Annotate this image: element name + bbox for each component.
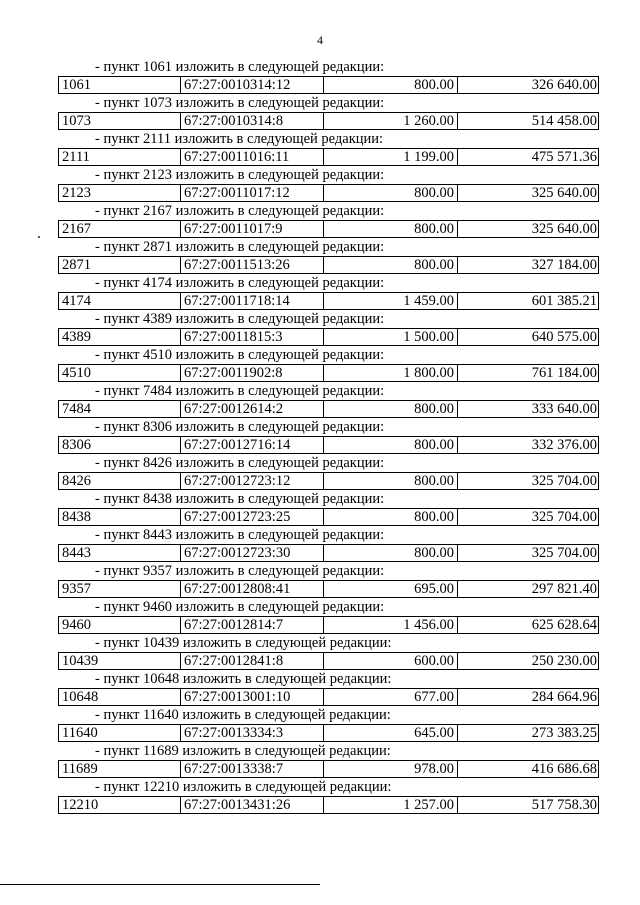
amendment-entry bbox=[58, 418, 599, 454]
amendment-instruction: - пункт 1073 изложить в следующей редакции: bbox=[95, 95, 385, 111]
table-row bbox=[58, 292, 599, 310]
amendments-list bbox=[58, 58, 599, 814]
area-cell: 1 199.00 bbox=[323, 149, 457, 165]
cadastral-number-cell: 67:27:0011718:14 bbox=[180, 293, 323, 309]
area-cell: 978.00 bbox=[323, 761, 457, 777]
cadastral-value-cell: 333 640.00 bbox=[457, 401, 600, 417]
table-row bbox=[58, 364, 599, 382]
amendment-instruction: - пункт 8443 изложить в следующей редакции: bbox=[95, 527, 385, 543]
cadastral-number-cell: 67:27:0013431:26 bbox=[180, 797, 323, 813]
table-row bbox=[58, 328, 599, 346]
area-cell: 800.00 bbox=[323, 401, 457, 417]
cadastral-value-cell: 326 640.00 bbox=[457, 77, 600, 93]
amendment-instruction: - пункт 2167 изложить в следующей редакции: bbox=[95, 203, 385, 219]
area-cell: 800.00 bbox=[323, 473, 457, 489]
item-number-cell: 2123 bbox=[62, 185, 91, 201]
item-number-cell: 4174 bbox=[62, 293, 91, 309]
cadastral-value-cell: 761 184.00 bbox=[457, 365, 600, 381]
amendment-entry bbox=[58, 238, 599, 274]
amendment-instruction: - пункт 11640 изложить в следующей редакции: bbox=[95, 707, 391, 723]
item-number-cell: 1073 bbox=[62, 113, 91, 129]
table-row bbox=[58, 652, 599, 670]
amendment-entry bbox=[58, 454, 599, 490]
cadastral-number-cell: 67:27:0012723:25 bbox=[180, 509, 323, 525]
item-number-cell: 2111 bbox=[62, 149, 90, 165]
area-cell: 800.00 bbox=[323, 545, 457, 561]
amendment-entry bbox=[58, 526, 599, 562]
amendment-entry bbox=[58, 742, 599, 778]
amendment-instruction: - пункт 8426 изложить в следующей редакции: bbox=[95, 455, 385, 471]
cadastral-number-cell: 67:27:0012814:7 bbox=[180, 617, 323, 633]
table-row bbox=[58, 760, 599, 778]
cadastral-value-cell: 517 758.30 bbox=[457, 797, 600, 813]
cadastral-value-cell: 284 664.96 bbox=[457, 689, 600, 705]
area-cell: 1 500.00 bbox=[323, 329, 457, 345]
cadastral-value-cell: 325 640.00 bbox=[457, 185, 600, 201]
cadastral-value-cell: 475 571.36 bbox=[457, 149, 600, 165]
cadastral-value-cell: 640 575.00 bbox=[457, 329, 600, 345]
table-row bbox=[58, 148, 599, 166]
cadastral-number-cell: 67:27:0013001:10 bbox=[180, 689, 323, 705]
area-cell: 800.00 bbox=[323, 185, 457, 201]
cadastral-number-cell: 67:27:0011815:3 bbox=[180, 329, 323, 345]
cadastral-number-cell: 67:27:0012841:8 bbox=[180, 653, 323, 669]
amendment-entry bbox=[58, 382, 599, 418]
amendment-instruction: - пункт 2871 изложить в следующей редакции: bbox=[95, 239, 385, 255]
cadastral-value-cell: 250 230.00 bbox=[457, 653, 600, 669]
amendment-entry bbox=[58, 166, 599, 202]
item-number-cell: 2167 bbox=[62, 221, 91, 237]
cadastral-value-cell: 297 821.40 bbox=[457, 581, 600, 597]
table-row bbox=[58, 256, 599, 274]
amendment-instruction: - пункт 4510 изложить в следующей редакции: bbox=[95, 347, 385, 363]
item-number-cell: 8306 bbox=[62, 437, 91, 453]
cadastral-number-cell: 67:27:0011017:9 bbox=[180, 221, 323, 237]
item-number-cell: 8426 bbox=[62, 473, 91, 489]
item-number-cell: 9357 bbox=[62, 581, 91, 597]
cadastral-number-cell: 67:27:0012716:14 bbox=[180, 437, 323, 453]
table-row bbox=[58, 76, 599, 94]
cadastral-value-cell: 273 383.25 bbox=[457, 725, 600, 741]
area-cell: 800.00 bbox=[323, 437, 457, 453]
area-cell: 695.00 bbox=[323, 581, 457, 597]
cadastral-number-cell: 67:27:0013338:7 bbox=[180, 761, 323, 777]
page-number: 4 bbox=[317, 33, 323, 47]
item-number-cell: 9460 bbox=[62, 617, 91, 633]
amendment-entry bbox=[58, 346, 599, 382]
area-cell: 800.00 bbox=[323, 509, 457, 525]
table-row bbox=[58, 436, 599, 454]
cadastral-number-cell: 67:27:0012614:2 bbox=[180, 401, 323, 417]
amendment-instruction: - пункт 7484 изложить в следующей редакции: bbox=[95, 383, 385, 399]
item-number-cell: 1061 bbox=[62, 77, 91, 93]
area-cell: 677.00 bbox=[323, 689, 457, 705]
amendment-instruction: - пункт 4389 изложить в следующей редакции: bbox=[95, 311, 385, 327]
footnote-separator bbox=[0, 884, 320, 885]
table-row bbox=[58, 112, 599, 130]
cadastral-number-cell: 67:27:0012723:30 bbox=[180, 545, 323, 561]
cadastral-value-cell: 325 704.00 bbox=[457, 473, 600, 489]
amendment-entry bbox=[58, 94, 599, 130]
amendment-instruction: - пункт 10648 изложить в следующей редакции: bbox=[95, 671, 392, 687]
area-cell: 1 260.00 bbox=[323, 113, 457, 129]
table-row bbox=[58, 400, 599, 418]
amendment-instruction: - пункт 8438 изложить в следующей редакции: bbox=[95, 491, 385, 507]
amendment-instruction: - пункт 2111 изложить в следующей редакции: bbox=[95, 131, 384, 147]
item-number-cell: 10439 bbox=[62, 653, 99, 669]
item-number-cell: 8443 bbox=[62, 545, 91, 561]
amendment-entry bbox=[58, 130, 599, 166]
cadastral-value-cell: 625 628.64 bbox=[457, 617, 600, 633]
item-number-cell: 7484 bbox=[62, 401, 91, 417]
cadastral-number-cell: 67:27:0011513:26 bbox=[180, 257, 323, 273]
area-cell: 1 456.00 bbox=[323, 617, 457, 633]
cadastral-number-cell: 67:27:0011016:11 bbox=[180, 149, 323, 165]
amendment-entry bbox=[58, 202, 599, 238]
table-row bbox=[58, 472, 599, 490]
cadastral-number-cell: 67:27:0011017:12 bbox=[180, 185, 323, 201]
amendment-entry bbox=[58, 562, 599, 598]
amendment-entry bbox=[58, 310, 599, 346]
area-cell: 1 257.00 bbox=[323, 797, 457, 813]
cadastral-value-cell: 325 704.00 bbox=[457, 545, 600, 561]
table-row bbox=[58, 184, 599, 202]
amendment-entry bbox=[58, 598, 599, 634]
amendment-instruction: - пункт 8306 изложить в следующей редакции: bbox=[95, 419, 385, 435]
area-cell: 800.00 bbox=[323, 221, 457, 237]
cadastral-number-cell: 67:27:0012808:41 bbox=[180, 581, 323, 597]
item-number-cell: 4389 bbox=[62, 329, 91, 345]
amendment-instruction: - пункт 2123 изложить в следующей редакции: bbox=[95, 167, 385, 183]
area-cell: 800.00 bbox=[323, 257, 457, 273]
amendment-entry bbox=[58, 58, 599, 94]
margin-mark bbox=[38, 236, 40, 238]
table-row bbox=[58, 688, 599, 706]
cadastral-number-cell: 67:27:0011902:8 bbox=[180, 365, 323, 381]
amendment-instruction: - пункт 10439 изложить в следующей редакции: bbox=[95, 635, 392, 651]
cadastral-number-cell: 67:27:0012723:12 bbox=[180, 473, 323, 489]
cadastral-value-cell: 332 376.00 bbox=[457, 437, 600, 453]
item-number-cell: 11640 bbox=[62, 725, 98, 741]
table-row bbox=[58, 508, 599, 526]
amendment-instruction: - пункт 4174 изложить в следующей редакции: bbox=[95, 275, 385, 291]
item-number-cell: 12210 bbox=[62, 797, 99, 813]
item-number-cell: 10648 bbox=[62, 689, 99, 705]
area-cell: 600.00 bbox=[323, 653, 457, 669]
item-number-cell: 11689 bbox=[62, 761, 98, 777]
area-cell: 1 459.00 bbox=[323, 293, 457, 309]
cadastral-number-cell: 67:27:0010314:8 bbox=[180, 113, 323, 129]
table-row bbox=[58, 580, 599, 598]
amendment-instruction: - пункт 9460 изложить в следующей редакции: bbox=[95, 599, 385, 615]
table-row bbox=[58, 220, 599, 238]
amendment-instruction: - пункт 11689 изложить в следующей редакции: bbox=[95, 743, 391, 759]
amendment-entry bbox=[58, 778, 599, 814]
amendment-entry bbox=[58, 274, 599, 310]
table-row bbox=[58, 796, 599, 814]
amendment-entry bbox=[58, 634, 599, 670]
item-number-cell: 4510 bbox=[62, 365, 91, 381]
cadastral-value-cell: 514 458.00 bbox=[457, 113, 600, 129]
cadastral-value-cell: 325 704.00 bbox=[457, 509, 600, 525]
cadastral-value-cell: 601 385.21 bbox=[457, 293, 600, 309]
amendment-instruction: - пункт 9357 изложить в следующей редакции: bbox=[95, 563, 385, 579]
area-cell: 1 800.00 bbox=[323, 365, 457, 381]
amendment-instruction: - пункт 1061 изложить в следующей редакции: bbox=[95, 59, 385, 75]
table-row bbox=[58, 724, 599, 742]
amendment-entry bbox=[58, 706, 599, 742]
cadastral-value-cell: 416 686.68 bbox=[457, 761, 600, 777]
amendment-entry bbox=[58, 670, 599, 706]
cadastral-number-cell: 67:27:0010314:12 bbox=[180, 77, 323, 93]
item-number-cell: 2871 bbox=[62, 257, 91, 273]
item-number-cell: 8438 bbox=[62, 509, 91, 525]
amendment-entry bbox=[58, 490, 599, 526]
amendment-instruction: - пункт 12210 изложить в следующей редакции: bbox=[95, 779, 392, 795]
area-cell: 645.00 bbox=[323, 725, 457, 741]
table-row bbox=[58, 616, 599, 634]
cadastral-value-cell: 325 640.00 bbox=[457, 221, 600, 237]
cadastral-value-cell: 327 184.00 bbox=[457, 257, 600, 273]
cadastral-number-cell: 67:27:0013334:3 bbox=[180, 725, 323, 741]
area-cell: 800.00 bbox=[323, 77, 457, 93]
table-row bbox=[58, 544, 599, 562]
